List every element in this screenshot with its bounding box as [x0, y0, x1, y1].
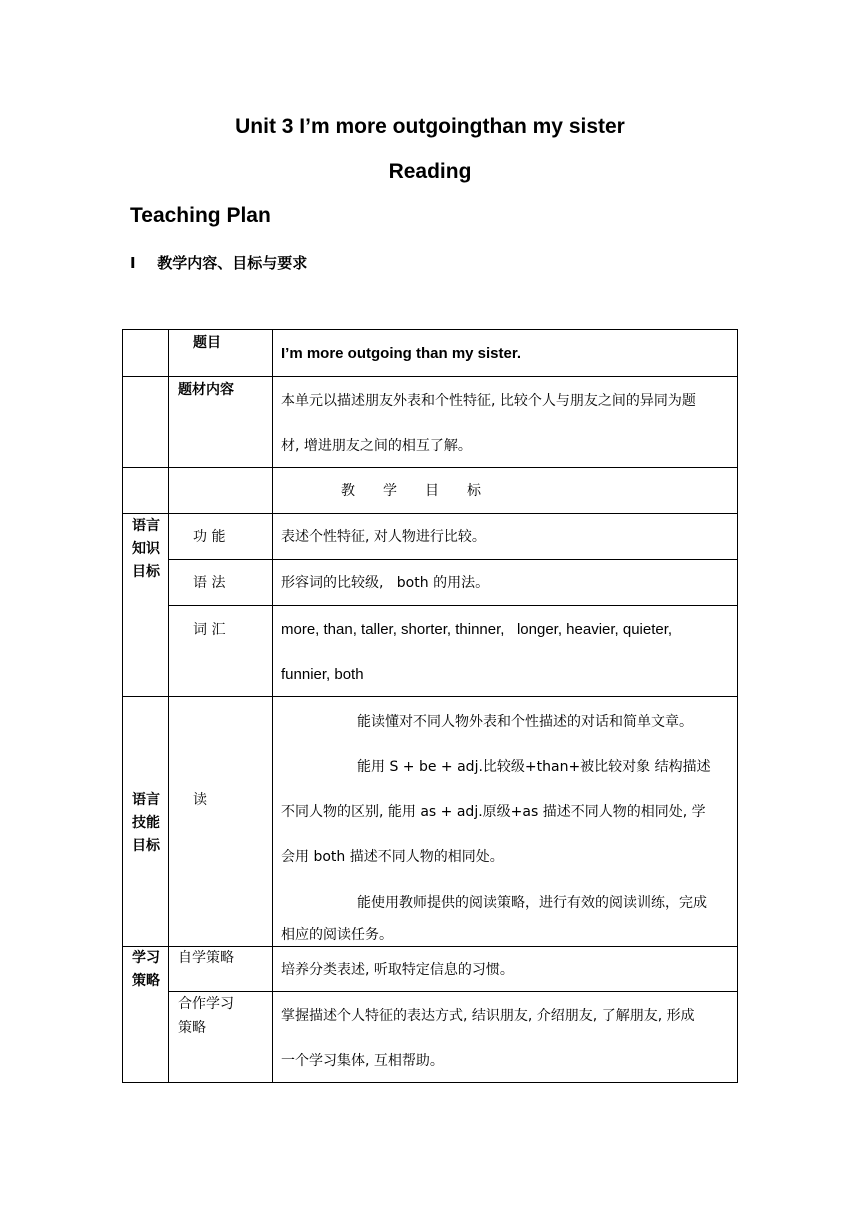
- row-divider: [169, 991, 737, 992]
- row-divider: [123, 376, 737, 377]
- section-text: 教学内容、目标与要求: [157, 254, 308, 272]
- teaching-plan-heading: Teaching Plan: [130, 204, 271, 227]
- learning-strategy-category: 学习 策略: [132, 950, 160, 989]
- content-value-line2: 材, 增进朋友之间的相互了解。: [281, 438, 472, 454]
- teaching-plan-table: [122, 329, 738, 1083]
- objectives-header: 教 学 目 标: [341, 483, 481, 499]
- section-number: I: [130, 254, 136, 272]
- topic-value: I’m more outgoing than my sister.: [281, 345, 522, 362]
- vocab-line2: funnier, both: [281, 666, 364, 683]
- section-heading: [130, 253, 307, 273]
- function-value: 表述个性特征, 对人物进行比较。: [281, 529, 486, 545]
- language-skills-category: 语言 技能 目标: [132, 792, 160, 854]
- document-title: Unit 3 I’m more outgoingthan my sister: [235, 115, 625, 138]
- grammar-label: 语 法: [193, 575, 226, 591]
- row-divider: [169, 559, 737, 560]
- reading-paragraph-3-line1: 能使用教师提供的阅读策略，进行有效的阅读训练，完成: [357, 895, 707, 911]
- cooperative-label-line2: 策略: [178, 1020, 206, 1036]
- reading-paragraph-2-line1: 能用 S + be + adj.比较级+than+被比较对象 结构描述: [357, 759, 711, 775]
- row-divider: [169, 605, 737, 606]
- vocab-line1: more, than, taller, shorter, thinner, longer, heavier, quieter,: [281, 621, 673, 638]
- column-divider: [272, 330, 273, 1082]
- reading-label: 读: [193, 792, 207, 808]
- function-label: 功 能: [193, 529, 226, 545]
- content-label: 题材内容: [178, 382, 234, 398]
- self-study-value: 培养分类表述, 听取特定信息的习惯。: [281, 962, 514, 978]
- reading-paragraph-1: 能读懂对不同人物外表和个性描述的对话和简单文章。: [357, 714, 693, 730]
- document-subtitle: Reading: [388, 160, 472, 183]
- reading-paragraph-2-line3: 会用 both 描述不同人物的相同处。: [281, 849, 504, 865]
- row-divider: [123, 467, 737, 468]
- language-knowledge-category: 语言 知识 目标: [132, 518, 160, 580]
- cooperative-value-line2: 一个学习集体, 互相帮助。: [281, 1053, 444, 1069]
- content-value-line1: 本单元以描述朋友外表和个性特征, 比较个人与朋友之间的异同为题: [281, 393, 696, 409]
- reading-paragraph-3-line2: 相应的阅读任务。: [281, 927, 393, 943]
- cooperative-value-line1: 掌握描述个人特征的表达方式, 结识朋友, 介绍朋友, 了解朋友, 形成: [281, 1008, 695, 1024]
- cooperative-label-line1: 合作学习: [178, 996, 234, 1012]
- row-divider: [123, 513, 737, 514]
- grammar-value: 形容词的比较级, both 的用法。: [281, 575, 490, 591]
- vocab-label: 词 汇: [193, 622, 226, 638]
- row-divider: [123, 696, 737, 697]
- row-divider: [123, 946, 737, 947]
- topic-label: 题目: [193, 335, 221, 351]
- self-study-label: 自学策略: [178, 950, 234, 966]
- reading-paragraph-2-line2: 不同人物的区别, 能用 as + adj.原级+as 描述不同人物的相同处, 学: [281, 804, 706, 820]
